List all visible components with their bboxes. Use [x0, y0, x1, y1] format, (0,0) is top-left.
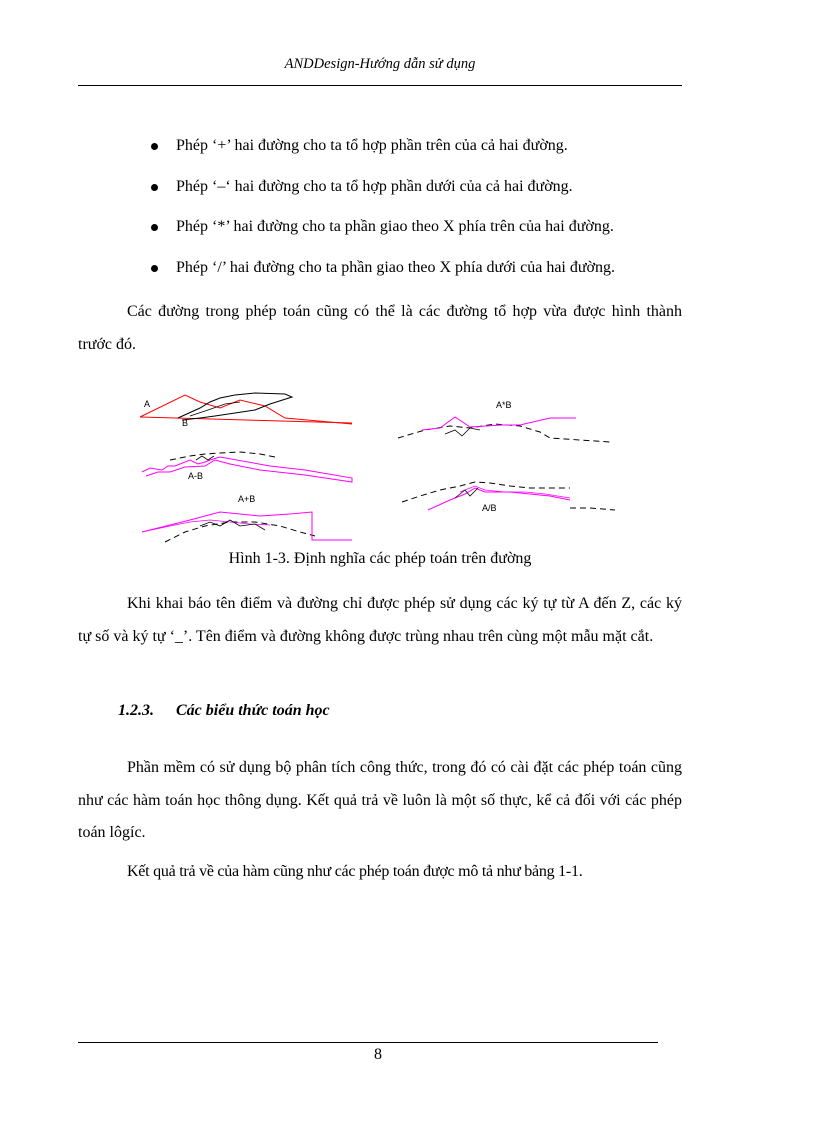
panel-a-and-b	[140, 393, 352, 428]
dashed-tail-a-div-b	[570, 508, 615, 510]
dashed-a-plus-b	[165, 522, 315, 542]
bullet-multiply: Phép ‘*’ hai đường cho ta phần giao theo X phía trên của hai đường.	[150, 217, 615, 258]
paragraph-naming-rules: Khi khai báo tên điểm và đường chỉ được phép sử dụng các ký tự từ A đến Z, các ký tự số và ký tự ‘_’. Tên điểm và đường không được trùng nhau trên cùng một mẫu mặt cắt.	[78, 595, 682, 645]
line-operations-figure	[130, 380, 630, 548]
result-a-times-b	[422, 417, 576, 430]
label-b: B	[182, 418, 189, 428]
figure-caption: Hình 1-3. Định nghĩa các phép toán trên đường	[228, 550, 532, 567]
section-title: Các biểu thức toán học	[176, 702, 330, 719]
panel-a-minus-b	[142, 452, 352, 482]
inner-b-a-plus-b	[200, 520, 265, 530]
label-a-plus-b: A+B	[238, 494, 256, 504]
bullet-minus: Phép ‘–‘ hai đường cho ta tổ hợp phần dưới của cả hai đường.	[150, 177, 615, 218]
panel-a-plus-b	[142, 494, 352, 542]
line-a-base	[140, 417, 352, 423]
page-header-title: ANDDesign-Hướng dẫn sử dụng	[284, 56, 476, 72]
inner-a-times-b	[445, 428, 480, 436]
page-number: 8	[374, 1046, 382, 1063]
bullet-divide: Phép ‘/’ hai đường cho ta phần giao theo X phía dưới của hai đường.	[150, 258, 615, 299]
paragraph-combined-lines: Các đường trong phép toán cũng có thể là các đường tổ hợp vừa được hình thành trước đó.	[78, 303, 682, 353]
bullet-plus: Phép ‘+’ hai đường cho ta tổ hợp phần trên của cả hai đường.	[150, 136, 615, 177]
dashed-a-minus-b	[170, 452, 275, 460]
label-a-div-b: A/B	[482, 503, 497, 513]
label-a-times-b: A*B	[496, 400, 512, 410]
header-rule	[78, 85, 682, 86]
panel-a-times-b	[398, 400, 610, 442]
section-heading	[118, 702, 330, 720]
dashed-a-times-b	[398, 424, 610, 442]
footer-rule	[78, 1042, 658, 1043]
section-number: 1.2.3.	[118, 702, 154, 719]
operation-bullet-list	[150, 136, 615, 299]
result-a-minus-b	[142, 457, 352, 482]
paragraph-formula-parser: Phần mềm có sử dụng bộ phân tích công thức, trong đó có cài đặt các phép toán cũng như các hàm toán học thông dụng. Kết quả trả về luôn là một số thực, kể cả đối với các phép toán lôgíc.	[78, 759, 682, 841]
paragraph-return-values: Kết quả trả về của hàm cũng như các phép toán được mô tả như bảng 1-1.	[127, 863, 583, 880]
result-a-plus-b	[142, 512, 352, 540]
panel-a-div-b	[402, 482, 615, 513]
label-a-minus-b: A-B	[188, 471, 204, 481]
line-b	[178, 393, 292, 420]
label-a: A	[144, 399, 151, 409]
